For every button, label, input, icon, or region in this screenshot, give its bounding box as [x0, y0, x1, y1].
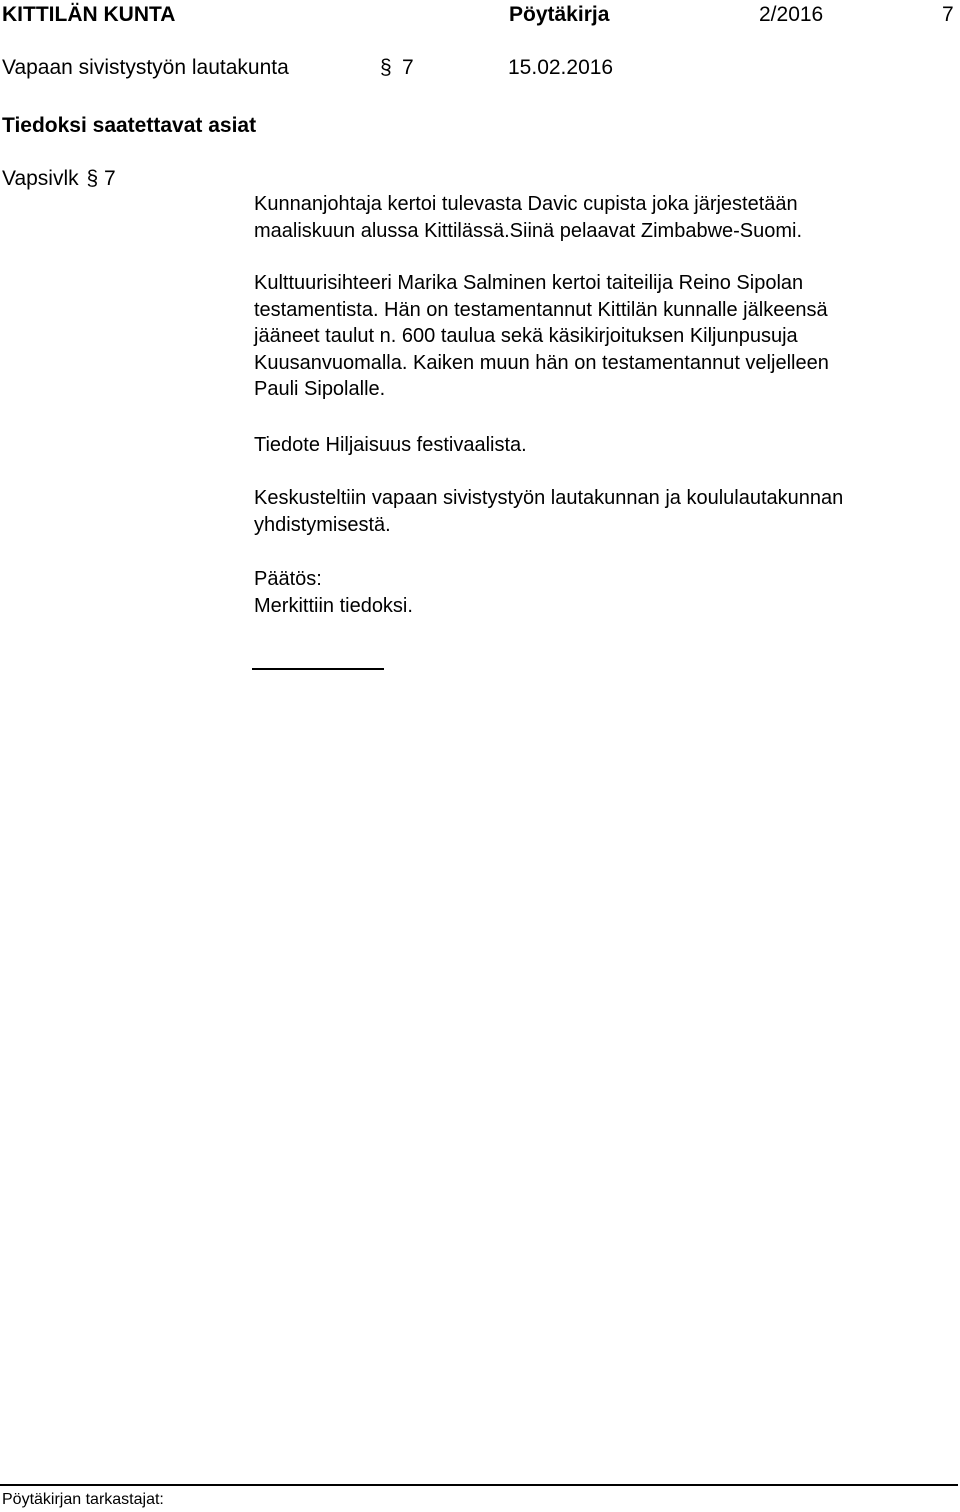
decision-text: Merkittiin tiedoksi.	[254, 594, 413, 617]
meeting-section-number: 7	[402, 56, 414, 79]
paragraph-line: jääneet taulut n. 600 taulua sekä käsikirjoituksen Kiljunpusuja	[254, 325, 798, 347]
paragraph-line: Tiedote Hiljaisuus festivaalista.	[254, 434, 527, 456]
section-ref-sign: §	[86, 167, 99, 190]
paragraph-festival	[254, 432, 954, 459]
organization-name: KITTILÄN KUNTA	[2, 3, 176, 26]
topic-title: Tiedoksi saatettavat asiat	[2, 114, 257, 137]
paragraph-merger	[254, 485, 954, 538]
section-ref-number: 7	[104, 167, 116, 190]
paragraph-line: Pauli Sipolalle.	[254, 378, 386, 400]
paragraph-line: Kunnanjohtaja kertoi tulevasta Davic cupista joka järjestetään	[254, 193, 798, 215]
reviewers-label: Pöytäkirjan tarkastajat:	[2, 1491, 164, 1508]
section-ref-label: Vapsivlk	[2, 167, 79, 190]
meeting-date: 15.02.2016	[508, 56, 614, 79]
document-number: 2/2016	[759, 3, 824, 26]
section-ref	[2, 166, 116, 192]
paragraph-line: testamentista. Hän on testamentannut Kittilän kunnalle jälkeensä	[254, 298, 828, 321]
board-name: Vapaan sivistystyön lautakunta	[2, 56, 289, 79]
paragraph-line: Kuusanvuomalla. Kaiken muun hän on testamentannut veljelleen	[254, 351, 829, 374]
page-number: 7	[942, 3, 954, 26]
end-rule	[252, 668, 384, 670]
paragraph-line: maaliskuun alussa Kittilässä.Siinä pelaavat Zimbabwe-Suomi.	[254, 219, 803, 242]
paragraph-line: Kulttuurisihteeri Marika Salminen kertoi taiteilija Reino Sipolan	[254, 272, 804, 294]
paragraph-line: yhdistymisestä.	[254, 513, 391, 536]
meeting-section-sign: §	[380, 56, 392, 79]
decision	[254, 566, 954, 619]
paragraph-testament	[254, 270, 954, 403]
document-type: Pöytäkirja	[509, 3, 610, 26]
paragraph-line: Keskusteltiin vapaan sivistystyön lautakunnan ja koululautakunnan	[254, 487, 844, 509]
decision-label: Päätös:	[254, 568, 322, 590]
footer-rule	[0, 1484, 958, 1486]
paragraph-davis-cup	[254, 191, 954, 244]
